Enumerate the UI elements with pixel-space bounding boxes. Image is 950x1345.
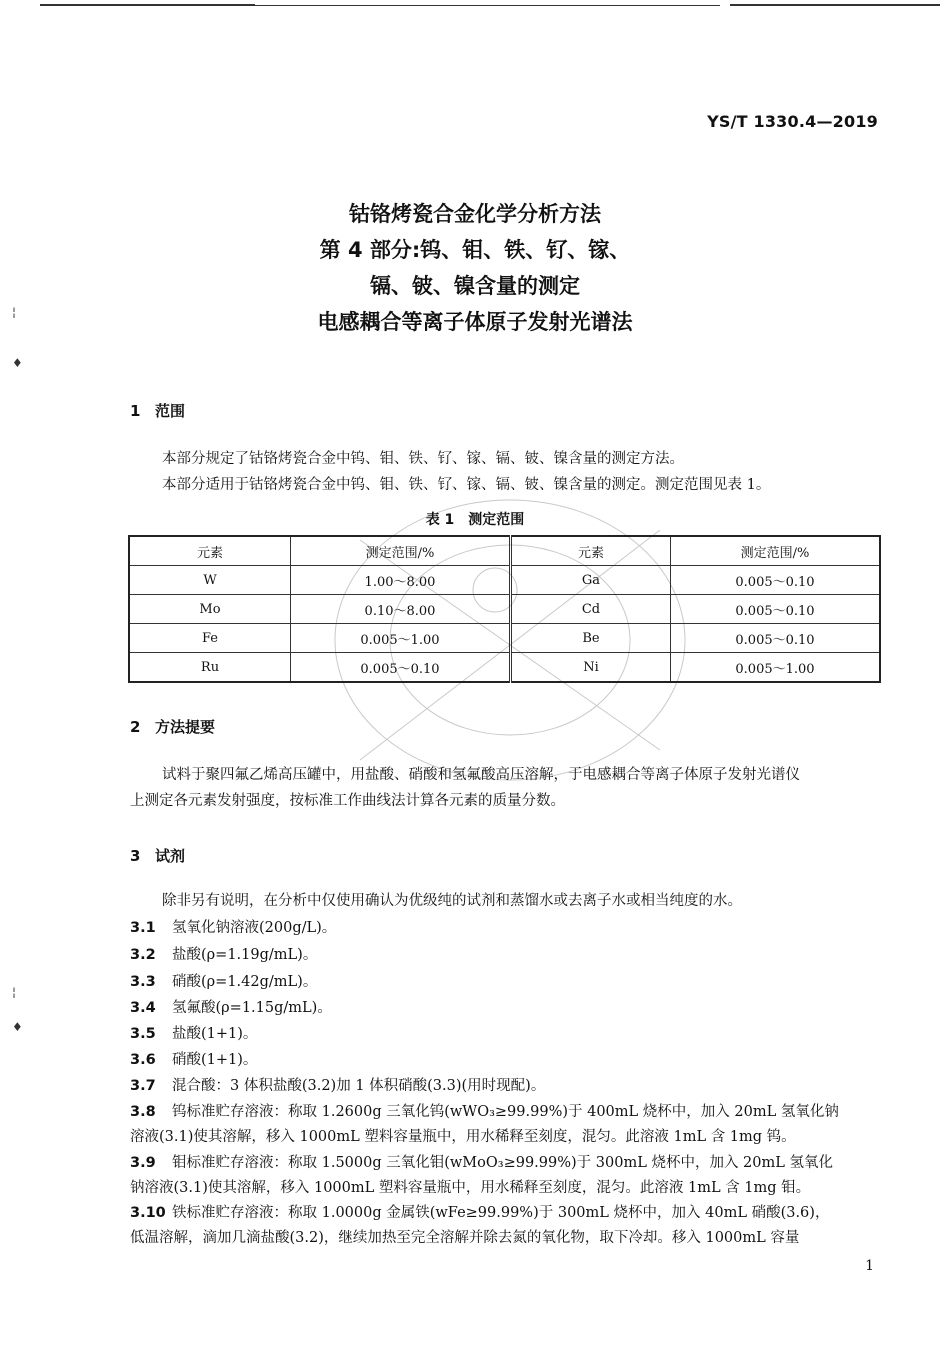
list-item	[130, 1102, 839, 1122]
table-header-row	[129, 536, 880, 566]
item-continuation: 钠溶液(3.1)使其溶解，移入 1000mL 塑料容量瓶中，用水稀释至刻度，混匀。此溶液 1mL 含 1mg 钼。	[130, 1180, 811, 1196]
table-row	[129, 595, 880, 624]
section-number: 1	[130, 402, 141, 420]
item-number: 3.5	[130, 1026, 156, 1042]
section-heading-principle	[130, 716, 215, 737]
item-text: 钨标准贮存溶液：称取 1.2600g 三氧化钨(wWO₃≥99.99%)于 400mL 烧杯中，加入 20mL 氢氧化钠	[172, 1104, 839, 1120]
top-rule	[730, 4, 940, 6]
table-row	[129, 653, 880, 683]
list-item	[130, 1076, 545, 1096]
scan-mark: ¦	[12, 305, 17, 319]
list-item	[130, 1203, 829, 1223]
table-cell: 1.00～8.00	[291, 566, 511, 595]
table-row	[129, 624, 880, 653]
scan-mark: ♦	[12, 1020, 23, 1034]
table-cell: Ru	[129, 653, 291, 683]
table-cell: Be	[511, 624, 671, 653]
item-continuation: 低温溶解，滴加几滴盐酸(3.2)，继续加热至完全溶解并除去氮的氧化物，取下冷却。移入 1000mL 容量	[130, 1230, 800, 1246]
paragraph: 除非另有说明，在分析中仅使用确认为优级纯的试剂和蒸馏水或去离子水或相当纯度的水。	[162, 893, 742, 909]
item-number: 3.9	[130, 1155, 156, 1171]
item-number: 3.3	[130, 974, 156, 990]
list-item	[130, 945, 317, 965]
title-line: 电感耦合等离子体原子发射光谱法	[317, 310, 633, 334]
section-number: 3	[130, 847, 141, 865]
table-cell: Ga	[511, 566, 671, 595]
list-item	[130, 1153, 833, 1173]
table-cell: 0.005～0.10	[671, 595, 881, 624]
table-row	[129, 566, 880, 595]
paragraph: 试料于聚四氟乙烯高压罐中，用盐酸、硝酸和氢氟酸高压溶解，于电感耦合等离子体原子发射光谱仪	[162, 767, 800, 783]
list-item	[130, 998, 332, 1018]
table-cell: 0.005～0.10	[671, 624, 881, 653]
item-number: 3.10	[130, 1205, 166, 1221]
item-text: 硝酸(ρ=1.42g/mL)。	[172, 974, 318, 990]
list-item	[130, 918, 336, 938]
range-table	[128, 535, 881, 683]
table-cell: 0.005～1.00	[291, 624, 511, 653]
table-header-cell: 元素	[129, 536, 291, 566]
item-continuation: 溶液(3.1)使其溶解，移入 1000mL 塑料容量瓶中，用水稀释至刻度，混匀。此溶液 1mL 含 1mg 钨。	[130, 1129, 796, 1145]
top-rule	[40, 4, 255, 6]
paragraph: 本部分适用于钴铬烤瓷合金中钨、钼、铁、钌、镓、镉、铍、镍含量的测定。测定范围见表 1。	[162, 477, 771, 493]
scan-mark: ♦	[12, 356, 23, 370]
table-cell: Cd	[511, 595, 671, 624]
section-title: 范围	[155, 402, 186, 420]
section-number: 2	[130, 718, 141, 736]
list-item	[130, 972, 317, 992]
section-title: 试剂	[155, 847, 186, 865]
table-cell: 0.005～1.00	[671, 653, 881, 683]
item-number: 3.8	[130, 1104, 156, 1120]
item-number: 3.2	[130, 947, 156, 963]
paragraph: 本部分规定了钴铬烤瓷合金中钨、钼、铁、钌、镓、镉、铍、镍含量的测定方法。	[162, 451, 684, 467]
title-line: 镉、铍、镍含量的测定	[370, 274, 580, 298]
item-text: 盐酸(ρ=1.19g/mL)。	[172, 947, 318, 963]
section-title: 方法提要	[155, 718, 216, 736]
item-number: 3.1	[130, 920, 156, 936]
table-header-cell: 测定范围/%	[291, 536, 511, 566]
title-line: 第 4 部分:钨、钼、铁、钌、镓、	[319, 238, 631, 262]
standard-number: YS/T 1330.4—2019	[707, 112, 878, 131]
table-cell: Fe	[129, 624, 291, 653]
table-caption: 表 1 测定范围	[425, 512, 525, 528]
item-text: 氢氧化钠溶液(200g/L)。	[172, 920, 337, 936]
table-cell: 0.005～0.10	[291, 653, 511, 683]
item-text: 铁标准贮存溶液：称取 1.0000g 金属铁(wFe≥99.99%)于 300mL 烧杯中，加入 40mL 硝酸(3.6)，	[172, 1205, 830, 1221]
section-heading-reagents	[130, 845, 185, 866]
table-cell: 0.10～8.00	[291, 595, 511, 624]
item-text: 混合酸：3 体积盐酸(3.2)加 1 体积硝酸(3.3)(用时现配)。	[172, 1078, 546, 1094]
table-cell: W	[129, 566, 291, 595]
section-heading-scope	[130, 400, 185, 421]
paragraph: 上测定各元素发射强度，按标准工作曲线法计算各元素的质量分数。	[130, 793, 565, 809]
item-number: 3.4	[130, 1000, 156, 1016]
list-item	[130, 1024, 257, 1044]
table-cell: 0.005～0.10	[671, 566, 881, 595]
list-item	[130, 1050, 257, 1070]
top-rule	[250, 5, 720, 6]
table-cell: Mo	[129, 595, 291, 624]
item-text: 氢氟酸(ρ=1.15g/mL)。	[172, 1000, 332, 1016]
item-number: 3.7	[130, 1078, 156, 1094]
page-number: 1	[865, 1258, 874, 1274]
item-text: 钼标准贮存溶液：称取 1.5000g 三氧化钼(wMoO₃≥99.99%)于 300mL 烧杯中，加入 20mL 氢氧化	[172, 1155, 833, 1171]
table-header-cell: 测定范围/%	[671, 536, 881, 566]
item-text: 盐酸(1+1)。	[172, 1026, 258, 1042]
scan-mark: ¦	[12, 985, 17, 999]
table-cell: Ni	[511, 653, 671, 683]
table-header-cell: 元素	[511, 536, 671, 566]
title-line: 钴铬烤瓷合金化学分析方法	[349, 202, 601, 226]
item-text: 硝酸(1+1)。	[172, 1052, 258, 1068]
item-number: 3.6	[130, 1052, 156, 1068]
document-title	[0, 196, 950, 340]
